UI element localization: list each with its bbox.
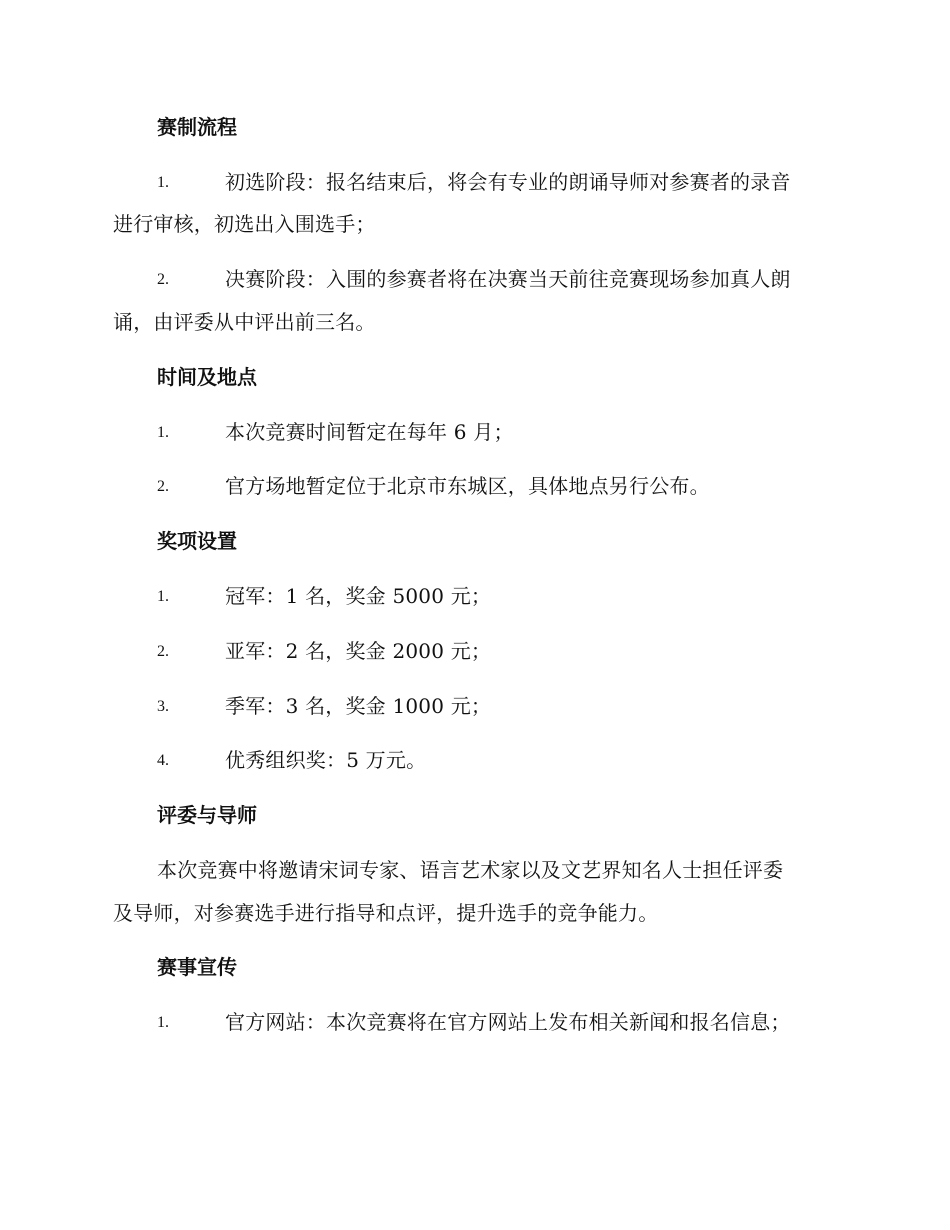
list-item-text: 亚军：2 名，奖金 2000 元； bbox=[225, 639, 492, 663]
list-number: 2. bbox=[157, 271, 169, 288]
list-item-text: 优秀组织奖：5 万元。 bbox=[225, 748, 427, 772]
list-item-text: 本次竞赛时间暂定在每年 6 月； bbox=[225, 420, 514, 444]
paragraph-text-continued: 及导师，对参赛选手进行指导和点评，提升选手的竞争能力。 bbox=[113, 901, 659, 925]
list-item-text-continued: 进行审核，初选出入围选手； bbox=[113, 212, 376, 236]
list-item-text: 官方网站：本次竞赛将在官方网站上发布相关新闻和报名信息； bbox=[225, 1010, 791, 1034]
list-number: 2. bbox=[157, 643, 169, 660]
list-item-text: 决赛阶段：入围的参赛者将在决赛当天前往竞赛现场参加真人朗 bbox=[225, 267, 791, 291]
section-heading-time-place: 时间及地点 bbox=[157, 365, 257, 389]
list-number: 1. bbox=[157, 174, 169, 191]
list-number: 1. bbox=[157, 1014, 169, 1031]
list-item-text: 冠军：1 名，奖金 5000 元； bbox=[225, 584, 492, 608]
list-number: 1. bbox=[157, 588, 169, 605]
list-item-text: 初选阶段：报名结束后，将会有专业的朗诵导师对参赛者的录音 bbox=[225, 170, 791, 194]
section-heading-promotion: 赛事宣传 bbox=[157, 955, 237, 979]
section-heading-format: 赛制流程 bbox=[157, 115, 237, 139]
list-number: 2. bbox=[157, 478, 169, 495]
list-item-text: 官方场地暂定位于北京市东城区，具体地点另行公布。 bbox=[225, 474, 710, 498]
list-number: 1. bbox=[157, 424, 169, 441]
list-number: 3. bbox=[157, 698, 169, 715]
list-number: 4. bbox=[157, 752, 169, 769]
list-item-text-continued: 诵，由评委从中评出前三名。 bbox=[113, 310, 376, 334]
paragraph-text: 本次竞赛中将邀请宋词专家、语言艺术家以及文艺界知名人士担任评委 bbox=[157, 858, 784, 882]
list-item-text: 季军：3 名，奖金 1000 元； bbox=[225, 694, 492, 718]
section-heading-judges: 评委与导师 bbox=[157, 803, 257, 827]
section-heading-awards: 奖项设置 bbox=[157, 529, 237, 553]
